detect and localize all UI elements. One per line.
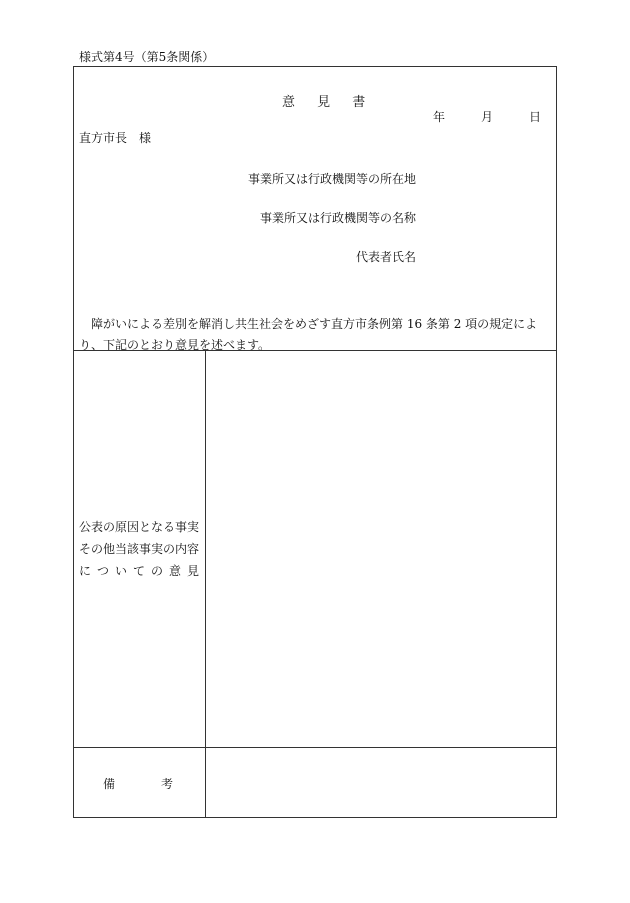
form-title: 意 見 書 — [282, 95, 375, 110]
opinion-input-area[interactable] — [206, 351, 556, 747]
addressee: 直方市長 様 — [79, 131, 152, 145]
date-year-label: 年 — [433, 110, 446, 124]
remarks-input-area[interactable] — [206, 748, 556, 817]
location-label: 事業所又は行政機関等の所在地 — [247, 172, 416, 186]
form-number: 様式第4号（第5条関係） — [79, 50, 215, 64]
remarks-label: 備 考 — [103, 777, 173, 791]
opinion-label-line-1: 公表の原因となる事実 — [79, 520, 200, 534]
representative-label: 代表者氏名 — [355, 250, 416, 264]
opinion-label-line-3: に つ い て の 意 見 — [79, 564, 199, 578]
opinion-label-line-2: その他当該事実の内容 — [79, 542, 200, 556]
name-label: 事業所又は行政機関等の名称 — [259, 211, 416, 225]
date-month-label: 月 — [481, 110, 494, 124]
statement-paragraph: 障がいによる差別を解消し共生社会をめざす直方市条例第 16 条第 2 項の規定により、下記のとおり意見を述べます。 — [79, 317, 538, 352]
date-day-label: 日 — [529, 110, 542, 124]
